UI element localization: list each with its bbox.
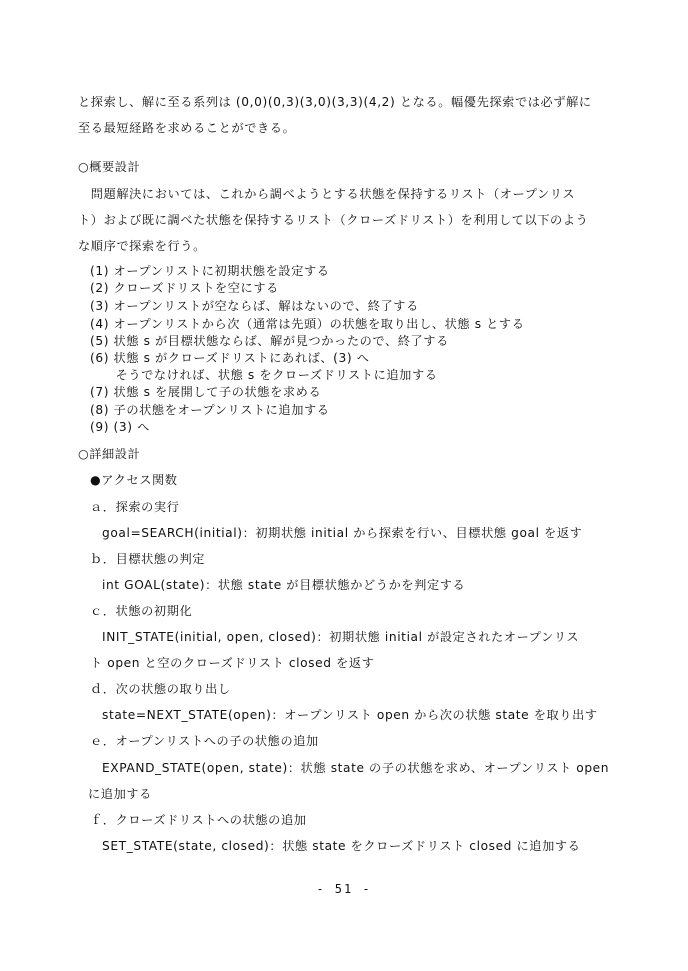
detail-item-description: INIT_STATE(initial, open, closed)：初期状態 initial が設定されたオープンリス xyxy=(102,630,580,644)
overview-paragraph-line-3: な順序で探索を行う。 xyxy=(78,239,206,253)
detail-item-description: state=NEXT_STATE(open)：オープンリスト open から次の状態 state を取り出す xyxy=(102,708,598,722)
intro-line-1: と探索し、解に至る系列は (0,0)(0,3)(3,0)(3,3)(4,2) となる。幅優先探索では必ず解に xyxy=(78,95,592,109)
detail-item-heading: ｃ．状態の初期化 xyxy=(90,604,193,618)
detail-item-description: ト open と空のクローズドリスト closed を返す xyxy=(90,656,375,670)
detail-item-heading: ｆ．クローズドリストへの状態の追加 xyxy=(90,813,307,827)
step-item: そうでなければ、状態 s をクローズドリストに追加する xyxy=(90,368,438,382)
step-item: (2) クローズドリストを空にする xyxy=(90,281,279,295)
access-functions-subheading: ●アクセス関数 xyxy=(90,473,178,487)
overview-heading: ○概要設計 xyxy=(78,160,141,174)
step-item: (1) オープンリストに初期状態を設定する xyxy=(90,264,330,278)
step-item: (9) (3) へ xyxy=(90,420,150,434)
step-item: (6) 状態 s がクローズドリストにあれば、(3) へ xyxy=(90,351,370,365)
overview-paragraph-line-2: ト）および既に調べた状態を保持するリスト（クローズドリスト）を利用して以下のよう xyxy=(78,213,589,227)
detail-item-heading: ａ．探索の実行 xyxy=(90,500,180,514)
detail-item-description: goal=SEARCH(initial)：初期状態 initial から探索を行い、目標状態 goal を返す xyxy=(102,526,583,540)
detail-item-heading: ｅ．オープンリストへの子の状態の追加 xyxy=(90,734,319,748)
step-item: (5) 状態 s が目標状態ならば、解が見つかったので、終了する xyxy=(90,334,449,348)
detail-item-description: SET_STATE(state, closed)：状態 state をクローズドリスト closed に追加する xyxy=(102,839,581,853)
detail-item-description: EXPAND_STATE(open, state)：状態 state の子の状態を求め、オープンリスト open xyxy=(102,761,610,775)
step-item: (4) オープンリストから次（通常は先頭）の状態を取り出し、状態 s とする xyxy=(90,317,525,331)
overview-paragraph-line-1: 問題解決においては、これから調べようとする状態を保持するリスト（オープンリス xyxy=(78,187,576,201)
detail-item-heading: ｄ．次の状態の取り出し xyxy=(90,682,231,696)
step-item: (7) 状態 s を展開して子の状態を求める xyxy=(90,385,322,399)
detail-heading: ○詳細設計 xyxy=(78,447,141,461)
step-item: (8) 子の状態をオープンリストに追加する xyxy=(90,403,330,417)
page-number: - 51 - xyxy=(316,882,372,896)
detail-item-description: int GOAL(state)：状態 state が目標状態かどうかを判定する xyxy=(102,578,466,592)
step-item: (3) オープンリストが空ならば、解はないので、終了する xyxy=(90,299,419,313)
detail-item-heading: ｂ．目標状態の判定 xyxy=(90,552,206,566)
intro-line-2: 至る最短経路を求めることができる。 xyxy=(78,121,296,135)
detail-item-description: に追加する xyxy=(88,787,152,801)
